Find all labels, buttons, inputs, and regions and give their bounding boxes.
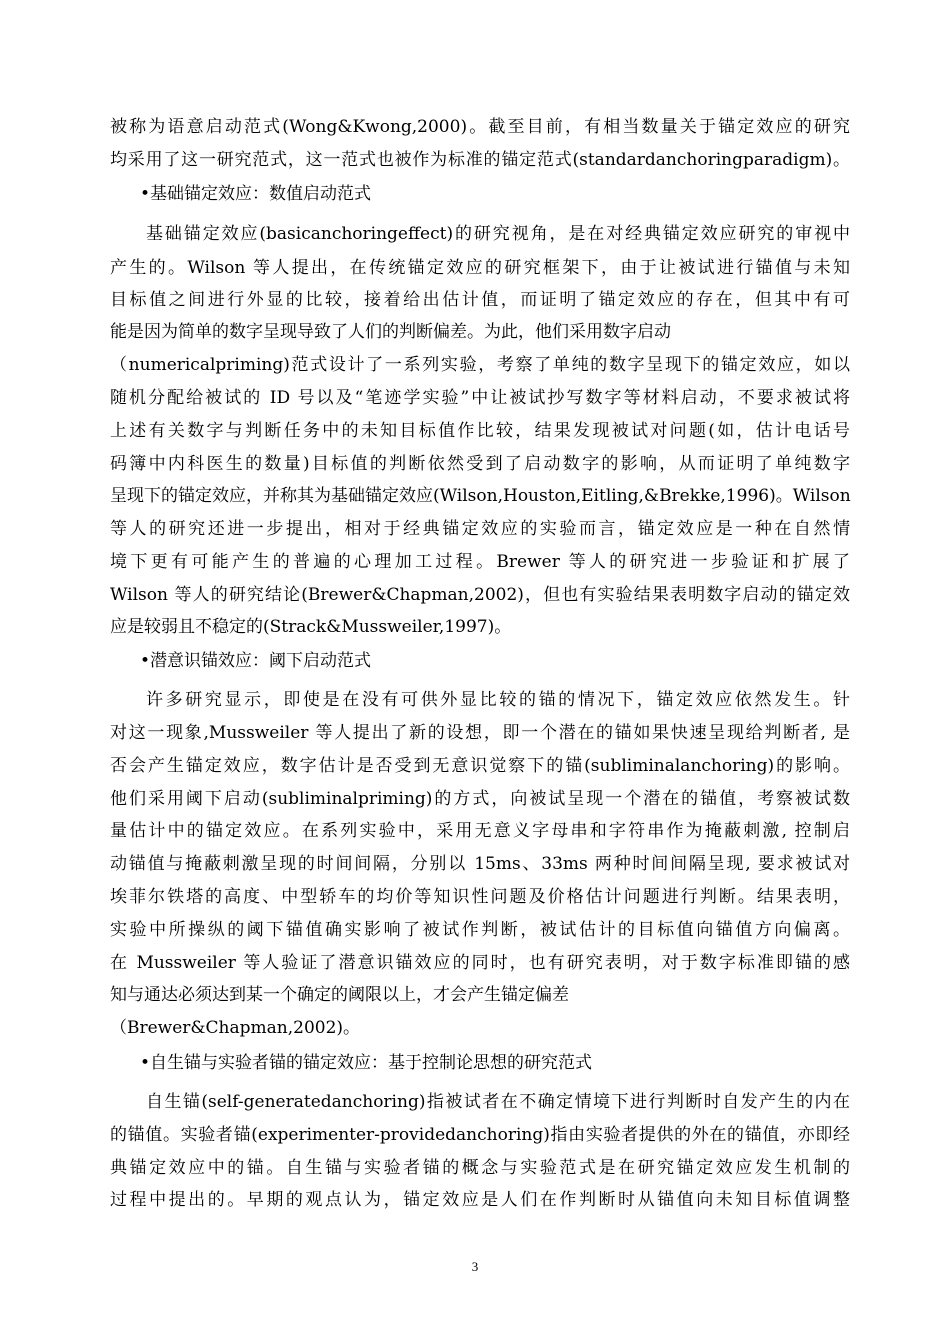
text-line: 目标值之间进行外显的比较，接着给出估计值，而证明了锚定效应的存在，但其中有可 [110,290,850,310]
text-line: 产生的。Wilson 等人提出，在传统锚定效应的研究框架下，由于让被试进行锚值与未知 [110,258,850,278]
text-line: 应是较弱且不稳定的(Strack&Mussweiler,1997)。 [110,617,512,637]
text-line: 知与通达必须达到某一个确定的阈限以上，才会产生锚定偏差 [110,985,569,1005]
text-line: 等人的研究还进一步提出，相对于经典锚定效应的实验而言，锚定效应是一种在自然情 [110,519,850,539]
page-number: 3 [471,1259,479,1274]
text-line: 埃菲尔铁塔的高度、中型轿车的均价等知识性问题及价格估计问题进行判断。结果表明， [110,887,850,907]
text-line: 境下更有可能产生的普遍的心理加工过程。Brewer 等人的研究进一步验证和扩展了 [110,552,850,572]
text-line: 随机分配给被试的 ID 号以及“笔迹学实验”中让被试抄写数字等材料启动，不要求被试将 [110,388,850,408]
text-line: 在 Mussweiler 等人验证了潜意识锚效应的同时，也有研究表明，对于数字标准即锚的感 [110,953,850,973]
text-line: 自生锚(self-generatedanchoring)指被试者在不确定情境下进行判断时自发产生的内在 [146,1092,850,1112]
text-line: 他们采用阈下启动(subliminalpriming)的方式，向被试呈现一个潜在的锚值，考察被试数 [110,789,850,809]
text-line: 过程中提出的。早期的观点认为，锚定效应是人们在作判断时从锚值向未知目标值调整 [110,1190,850,1210]
section-heading: •基础锚定效应：数值启动范式 [140,184,372,204]
text-line: 被称为语意启动范式(Wong&Kwong,2000)。截至目前，有相当数量关于锚定效应的研究 [110,117,850,137]
text-line: 呈现下的锚定效应，并称其为基础锚定效应(Wilson,Houston,Eitling,&Brekke,1996)。Wilson [110,486,851,506]
text-line: 实验中所操纵的阈下锚值确实影响了被试作判断，被试估计的目标值向锚值方向偏离。 [110,920,850,940]
text-line: 对这一现象,Mussweiler 等人提出了新的设想，即一个潜在的锚如果快速呈现给判断者, 是 [110,723,850,743]
text-line: （Brewer&Chapman,2002)。 [110,1018,361,1038]
text-line: 典锚定效应中的锚。自生锚与实验者锚的概念与实验范式是在研究锚定效应发生机制的 [110,1158,850,1178]
text-line: 否会产生锚定效应，数字估计是否受到无意识觉察下的锚(subliminalanchoring)的影响。 [110,756,850,776]
text-line: 均采用了这一研究范式，这一范式也被作为标准的锚定范式(standardanchoringparadigm)。 [110,150,850,170]
text-line: 的锚值。实验者锚(experimenter-providedanchoring)指由实验者提供的外在的锚值，亦即经 [110,1125,850,1145]
section-heading: •潜意识锚效应：阈下启动范式 [140,651,372,671]
text-line: 动锚值与掩蔽刺激呈现的时间间隔，分别以 15ms、33ms 两种时间间隔呈现, 要求被试对 [110,854,850,874]
text-line: Wilson 等人的研究结论(Brewer&Chapman,2002)，但也有实验结果表明数字启动的锚定效 [110,585,850,605]
text-line: 上述有关数字与判断任务中的未知目标值作比较，结果发现被试对问题(如，估计电话号 [110,421,850,441]
text-line: 码簿中内科医生的数量)目标值的判断依然受到了启动数字的影响，从而证明了单纯数字 [110,454,850,474]
section-heading: •自生锚与实验者锚的锚定效应：基于控制论思想的研究范式 [140,1053,593,1073]
text-line: 量估计中的锚定效应。在系列实验中，采用无意义字母串和字符串作为掩蔽刺激, 控制启 [110,821,850,841]
text-line: 基础锚定效应(basicanchoringeffect)的研究视角，是在对经典锚定效应研究的审视中 [146,224,850,244]
text-line: 许多研究显示，即使是在没有可供外显比较的锚的情况下，锚定效应依然发生。针 [146,690,850,710]
text-line: （numericalpriming)范式设计了一系列实验，考察了单纯的数字呈现下的锚定效应，如以 [110,355,850,375]
text-line: 能是因为简单的数字呈现导致了人们的判断偏差。为此，他们采用数字启动 [110,322,671,342]
